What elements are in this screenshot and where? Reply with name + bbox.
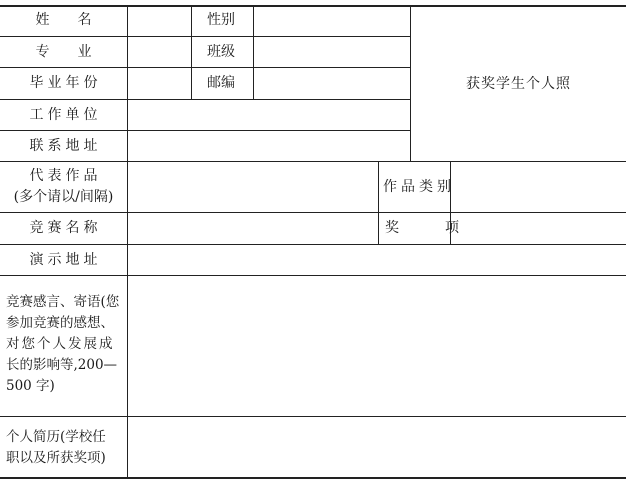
- label-gender: 性别: [207, 12, 235, 28]
- feedback-field[interactable]: [128, 276, 626, 416]
- label-resume-line: 职以及所获奖项): [6, 450, 106, 466]
- work-type-field[interactable]: [451, 162, 626, 212]
- contest-name-field[interactable]: [128, 213, 378, 244]
- label-grad-year: 毕业年份: [29, 75, 102, 91]
- label-work-note: (多个请以/间隔): [13, 189, 114, 205]
- label-feedback-line: 对您个人发展成: [6, 336, 115, 352]
- award-field[interactable]: [451, 213, 626, 244]
- employer-field[interactable]: [128, 100, 410, 130]
- grad-year-field[interactable]: [128, 68, 191, 99]
- table-border-bottom: [0, 477, 626, 479]
- postcode-field[interactable]: [254, 68, 410, 99]
- major-field[interactable]: [128, 37, 191, 67]
- label-address: 联系地址: [29, 138, 102, 154]
- photo-placeholder: 获奖学生个人照: [466, 76, 571, 92]
- label-feedback-line: 参加竞赛的感想、: [6, 315, 114, 331]
- label-resume-line: 个人简历(学校任: [6, 429, 106, 445]
- label-class: 班级: [207, 44, 235, 60]
- address-field[interactable]: [128, 131, 410, 161]
- label-postcode: 邮编: [207, 75, 235, 91]
- gender-field[interactable]: [254, 7, 410, 36]
- label-contest-name: 竞赛名称: [29, 220, 102, 236]
- resume-field[interactable]: [128, 417, 626, 477]
- label-work-type: 作品类别: [383, 179, 455, 195]
- label-feedback-line: 长的影响等,200—: [6, 357, 118, 373]
- label-employer: 工作单位: [29, 107, 102, 123]
- label-representative-work: 代表作品: [29, 168, 102, 184]
- column-divider: [378, 161, 379, 244]
- representative-work-field[interactable]: [128, 162, 378, 212]
- column-divider: [191, 6, 192, 99]
- label-major: 专 业: [35, 44, 92, 60]
- photo-field[interactable]: [411, 7, 626, 161]
- label-demo-address: 演示地址: [29, 252, 102, 268]
- label-name: 姓 名: [35, 12, 92, 28]
- label-feedback-line: 500 字): [6, 378, 55, 394]
- demo-address-field[interactable]: [128, 245, 626, 275]
- name-field[interactable]: [128, 7, 191, 36]
- label-award: 奖 项: [385, 220, 465, 236]
- class-field[interactable]: [254, 37, 410, 67]
- label-feedback-line: 竞赛感言、寄语(您: [6, 294, 120, 310]
